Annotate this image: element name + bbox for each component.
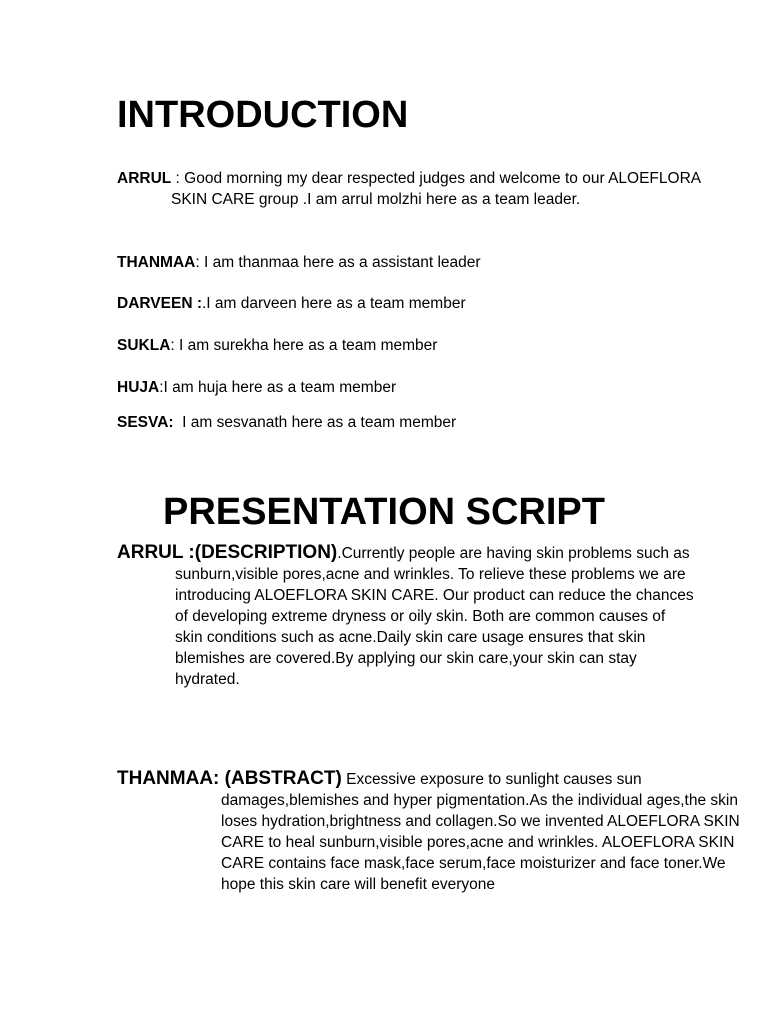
intro-text: .I am darveen here as a team member	[201, 295, 466, 312]
intro-entry-darveen	[117, 293, 647, 314]
speaker-name: DARVEEN :	[117, 295, 202, 312]
intro-text: : I am surekha here as a team member	[170, 337, 438, 354]
speaker-name: THANMAA	[117, 254, 196, 271]
intro-entry-sukla	[117, 335, 647, 356]
presentation-script-heading: PRESENTATION SCRIPT	[163, 491, 605, 533]
section-text: .Currently people are having skin problems such as sunburn,visible pores,acne and wrinkles. To relieve these problems we are introducing ALOEFLORA SKIN CARE. Our product can reduce the chances of developing extreme dryness or oily skin. Both are common causes of skin conditions such as acne.Daily skin care usage ensures that skin blemishes are covered.By applying our skin care,your skin can stay hydrated.	[175, 545, 694, 688]
intro-text: : Good morning my dear respected judges and welcome to our ALOEFLORA SKIN CARE group .I am arrul molzhi here as a team leader.	[171, 170, 701, 208]
speaker-name: ARRUL	[117, 170, 172, 187]
script-section-abstract	[117, 768, 751, 895]
section-lead: ARRUL :(DESCRIPTION)	[117, 542, 338, 563]
intro-text: : I am thanmaa here as a assistant leader	[195, 254, 481, 271]
intro-entry-thanmaa	[117, 252, 647, 273]
speaker-name: HUJA	[117, 379, 160, 396]
speaker-name: SESVA:	[117, 414, 174, 431]
script-section-description	[117, 542, 695, 690]
intro-entry-sesva	[117, 412, 647, 433]
section-text: Excessive exposure to sunlight causes sun damages,blemishes and hyper pigmentation.As the individual ages,the skin loses hydration,brightness and collagen.So we invented ALOEFLORA SKIN CARE to heal sunburn,visible pores,acne and wrinkles. ALOEFLORA SKIN CARE contains face mask,face serum,face moisturizer and face toner.We hope this skin care will benefit everyone	[221, 771, 740, 893]
intro-entry-huja	[117, 377, 647, 398]
section-lead: THANMAA: (ABSTRACT)	[117, 768, 342, 789]
intro-text: :I am huja here as a team member	[159, 379, 397, 396]
intro-entry-arrul	[117, 168, 701, 210]
intro-text: I am sesvanath here as a team member	[173, 414, 457, 431]
speaker-name: SUKLA	[117, 337, 171, 354]
introduction-heading: INTRODUCTION	[117, 94, 409, 136]
